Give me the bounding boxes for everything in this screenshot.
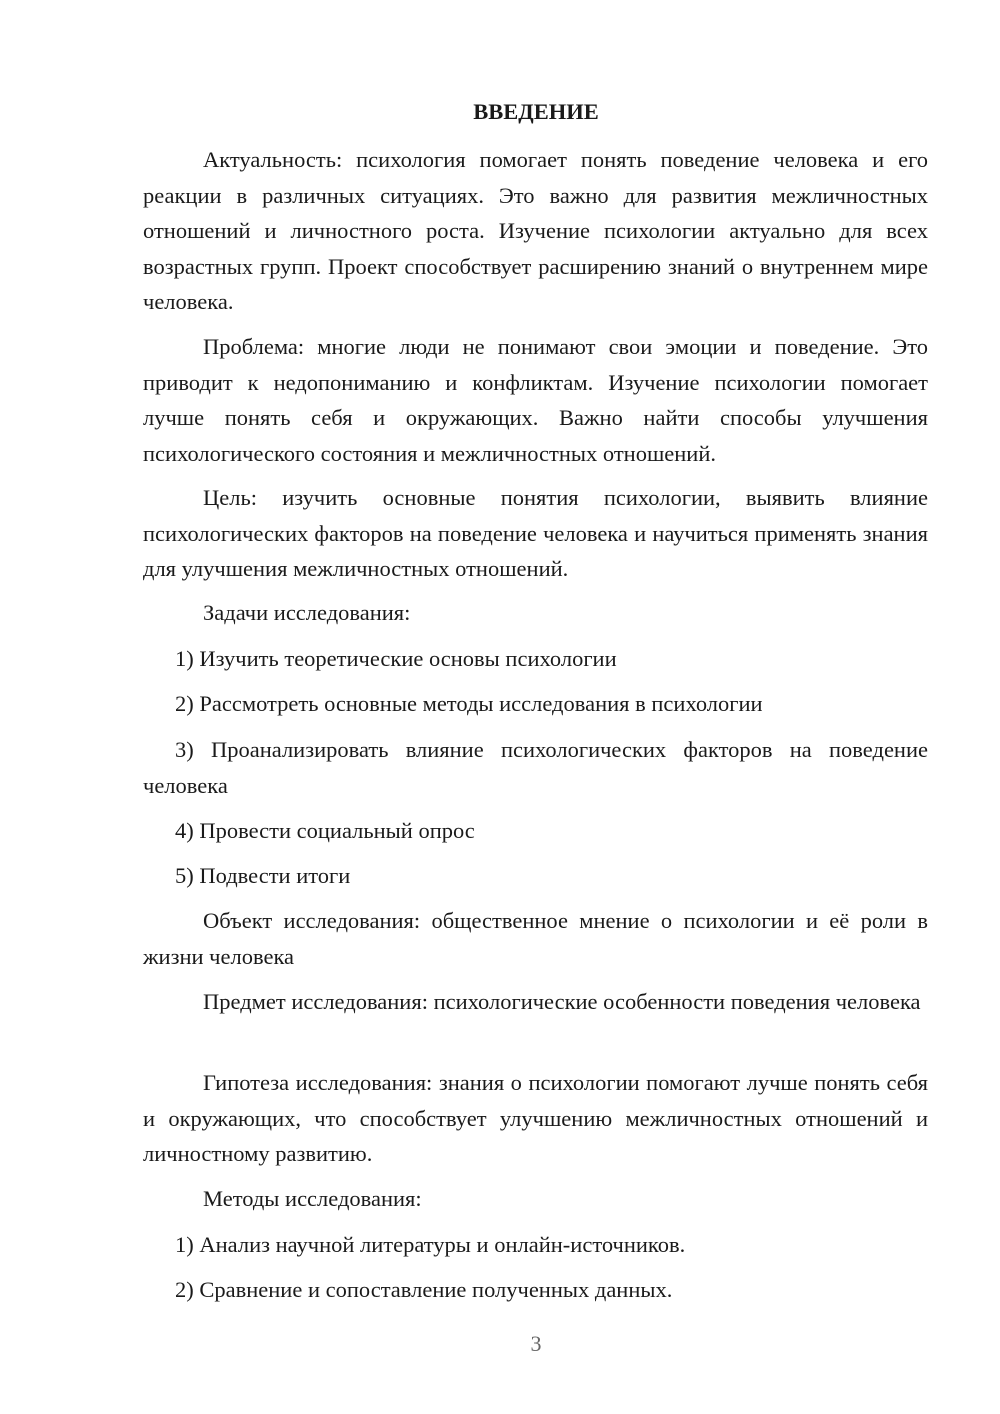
object-paragraph: Объект исследования: общественное мнение о психологии и её роли в жизни человека — [143, 908, 928, 969]
tasks-heading: Задачи исследования: — [203, 600, 411, 625]
method-item: 2) Сравнение и сопоставление полученных данных. — [175, 1277, 673, 1302]
task-item: 3) Проанализировать влияние психологических факторов на поведение человека — [143, 737, 928, 798]
task-item: 2) Рассмотреть основные методы исследования в психологии — [175, 691, 763, 716]
subject-paragraph: Предмет исследования: психологические особенности поведения человека — [203, 989, 921, 1014]
problem-paragraph: Проблема: многие люди не понимают свои эмоции и поведение. Это приводит к недопониманию и конфликтам. Изучение психологии помогает лучше понять себя и окружающих. Важно найти способы улучшения психологического состояния и межличностных отношений. — [143, 334, 928, 466]
page-number: 3 — [530, 1331, 542, 1356]
page-title: ВВЕДЕНИЕ — [473, 99, 599, 124]
goal-paragraph: Цель: изучить основные понятия психологии, выявить влияние психологических факторов на поведение человека и научиться применять знания для улучшения межличностных отношений. — [143, 485, 928, 581]
task-item: 4) Провести социальный опрос — [175, 818, 475, 843]
relevance-paragraph: Актуальность: психология помогает понять поведение человека и его реакции в различных ситуациях. Это важно для развития межличностных отношений и личностного роста. Изучение психологии актуально для всех возрастных групп. Проект способствует расширению знаний о внутреннем мире человека. — [143, 147, 928, 314]
method-item: 1) Анализ научной литературы и онлайн-источников. — [175, 1232, 686, 1257]
hypothesis-paragraph: Гипотеза исследования: знания о психологии помогают лучше понять себя и окружающих, что способствует улучшению межличностных отношений и личностному развитию. — [143, 1070, 928, 1166]
task-item: 1) Изучить теоретические основы психологии — [175, 646, 617, 671]
methods-heading: Методы исследования: — [203, 1186, 422, 1211]
task-item: 5) Подвести итоги — [175, 863, 351, 888]
